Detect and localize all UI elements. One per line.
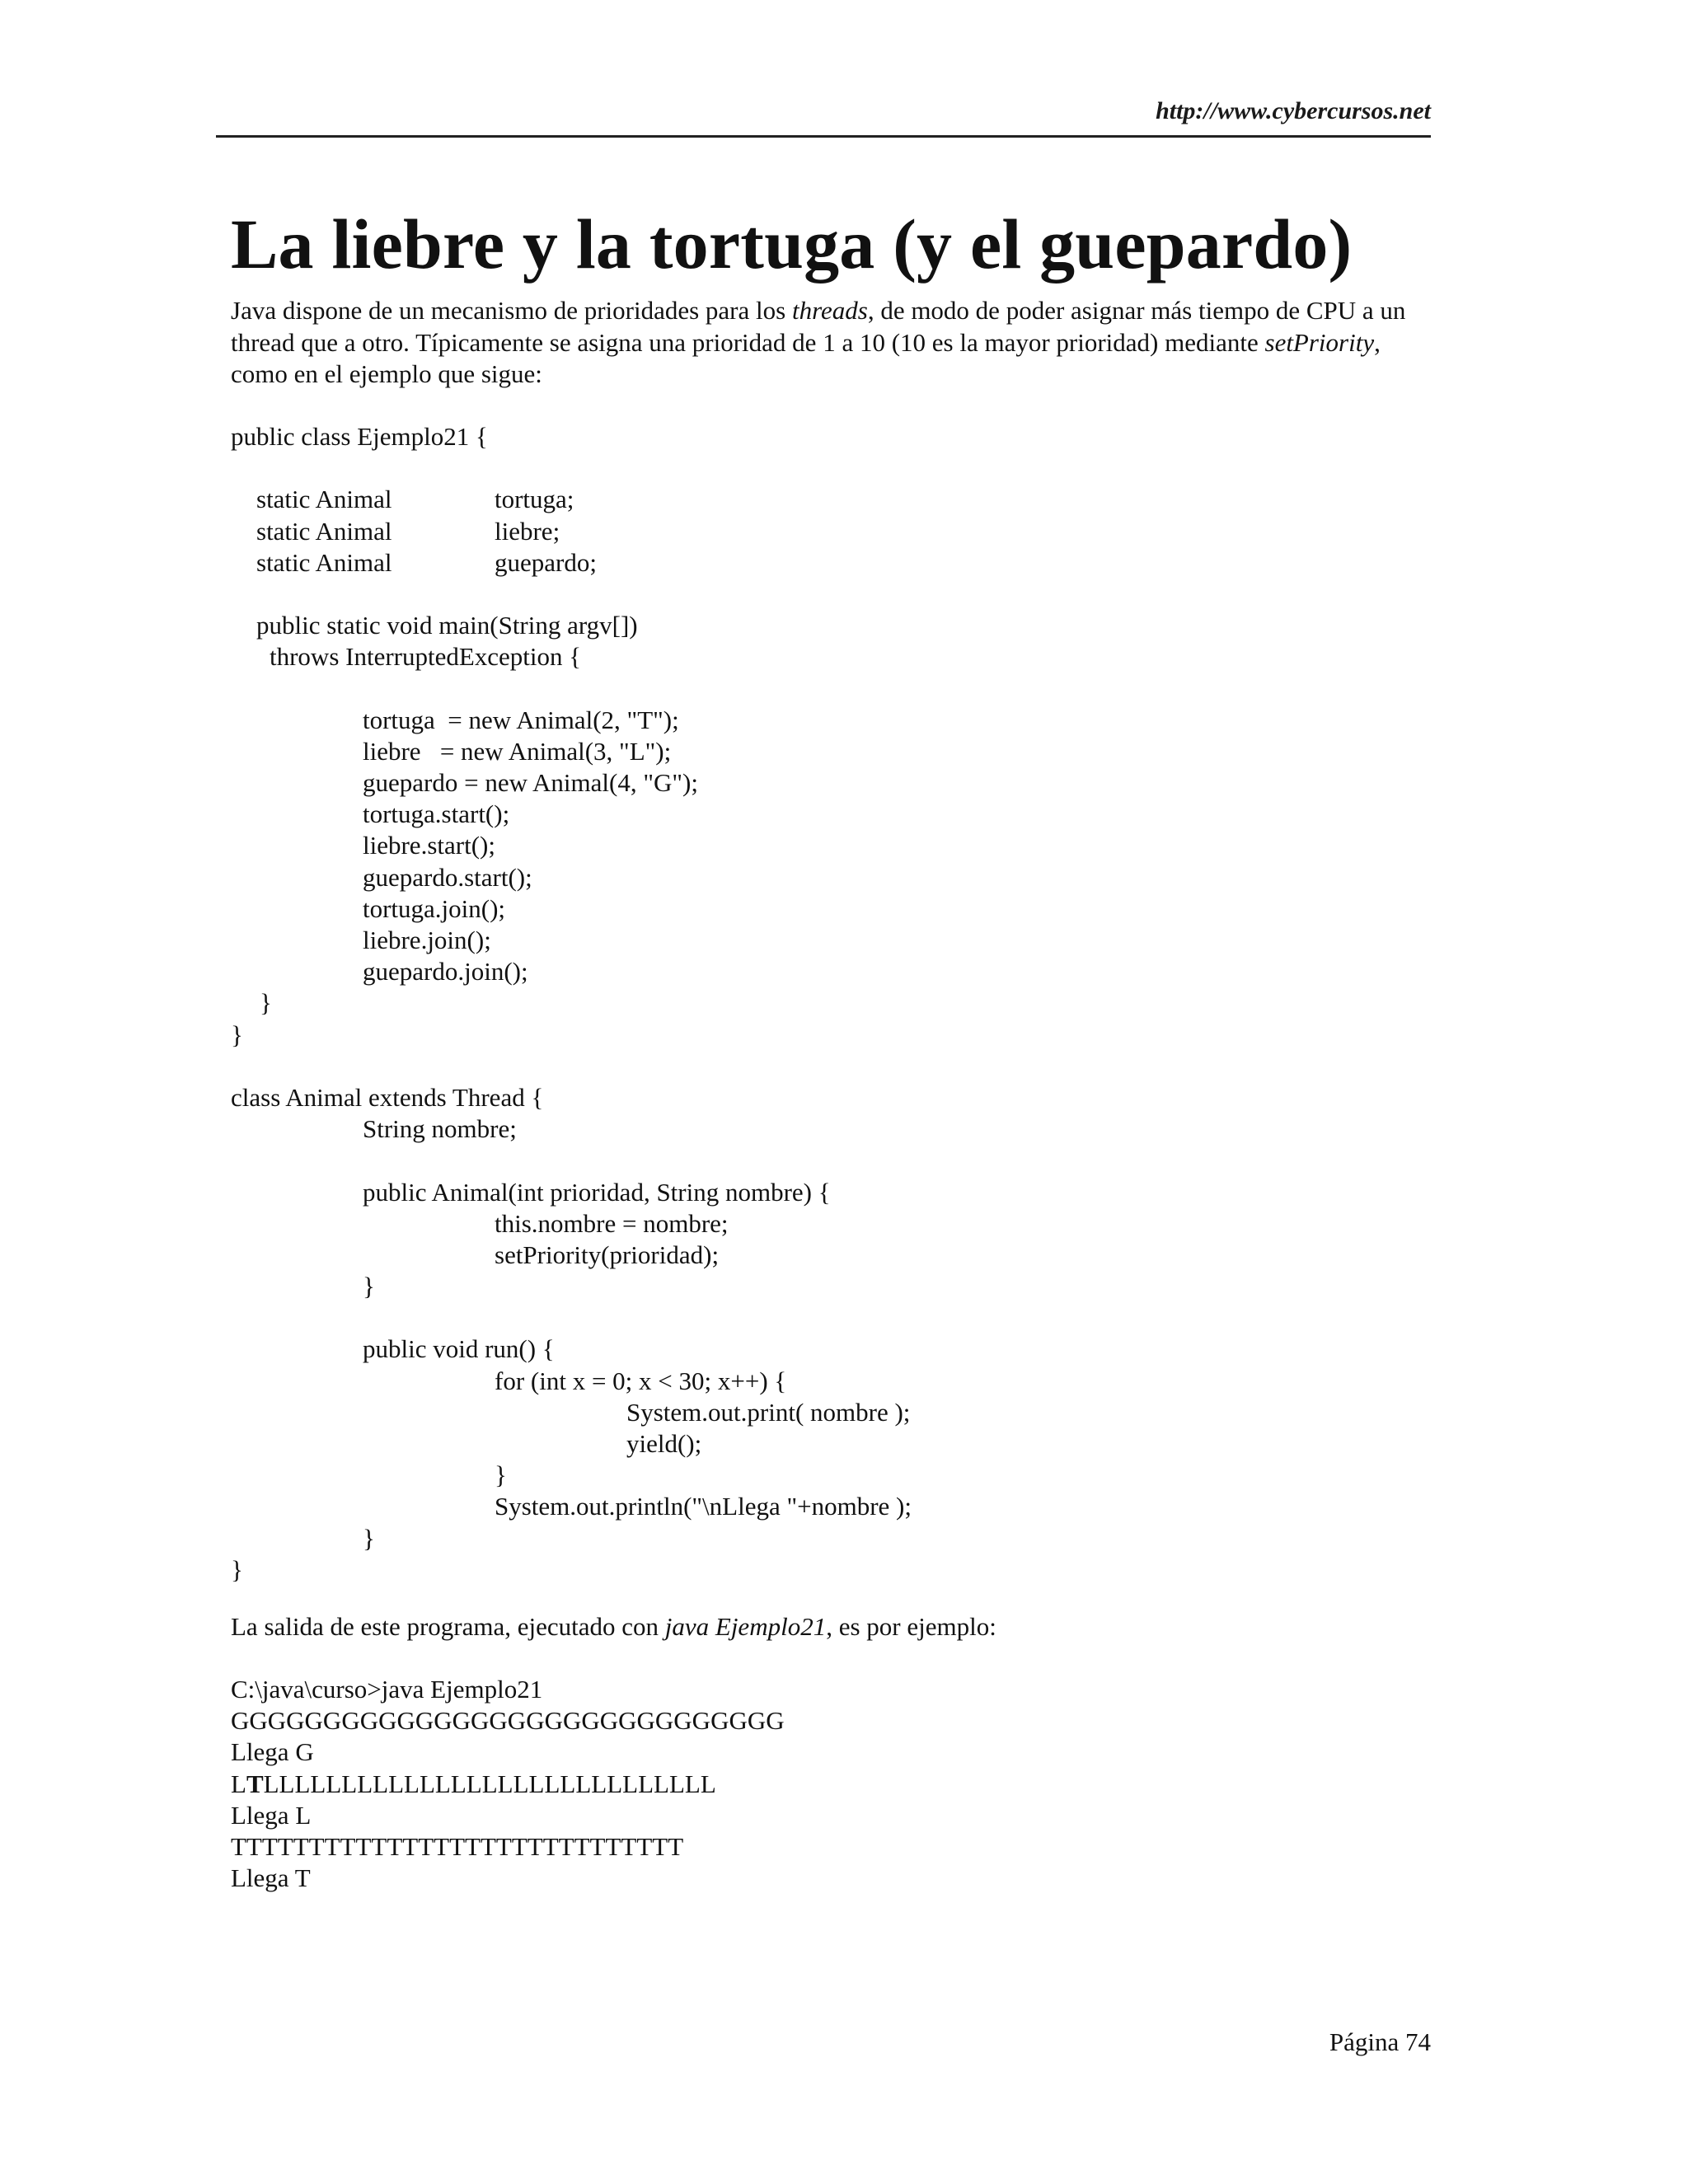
code-line [231,516,912,547]
output-line [231,1769,785,1800]
code-line: public static void main(String argv[]) [256,611,638,640]
output-char: L [231,1769,246,1798]
code-var: liebre; [495,516,560,546]
output-line: C:\java\curso>java Ejemplo21 [231,1675,543,1704]
output-description [231,1611,996,1643]
output-char-bold: T [246,1769,264,1798]
code-line: public void run() { [363,1334,555,1364]
code-blank [231,1145,912,1176]
code-line: class Animal extends Thread { [231,1082,544,1112]
output-line: Llega T [231,1863,311,1893]
intro-text-3: , como en el ejemplo que sigue: [231,327,1381,388]
code-type: static Animal [256,547,392,577]
code-type: static Animal [256,516,392,546]
header-divider [216,135,1431,138]
code-line: guepardo.join(); [363,957,528,987]
code-line: public Animal(int prioridad, String nombre) { [363,1177,831,1207]
code-line: liebre.join(); [363,926,491,954]
code-blank [231,673,912,705]
code-type: static Animal [256,485,392,514]
output-line: GGGGGGGGGGGGGGGGGGGGGGGGGGGGGG [231,1706,785,1736]
code-var: guepardo; [495,547,597,577]
header-url: http://www.cybercursos.net [1156,97,1431,124]
code-line: this.nombre = nombre; [495,1208,729,1238]
code-line: } [495,1460,507,1490]
program-output [231,1674,785,1894]
intro-paragraph [231,295,1442,391]
code-line: } [231,1554,243,1584]
intro-text-2: , de modo de poder asignar más tiempo de CPU a un thread que a otro. Típicamente se asigna una prioridad de 1 a 10 (10 es la mayor prioridad) mediante [231,296,1406,357]
code-line: } [363,1523,375,1553]
code-line: guepardo = new Animal(4, "G"); [363,768,698,798]
intro-text-1: Java dispone de un mecanismo de prioridades para los [231,296,792,325]
code-line: setPriority(prioridad); [495,1240,720,1269]
code-line: for (int x = 0; x < 30; x++) { [495,1366,787,1395]
code-line: System.out.println("\nLlega "+nombre ); [495,1492,912,1521]
code-blank [231,579,912,610]
code-line: System.out.print( nombre ); [626,1397,911,1427]
output-line: TTTTTTTTTTTTTTTTTTTTTTTTTTTTT [231,1831,684,1861]
code-line: } [363,1272,375,1301]
output-run: LLLLLLLLLLLLLLLLLLLLLLLLLLLLL [263,1769,716,1798]
desc-italic-command: java Ejemplo21 [664,1612,827,1641]
code-line: String nombre; [363,1114,517,1144]
code-line: tortuga.join(); [363,893,506,923]
output-line: Llega G [231,1737,314,1767]
code-blank [231,1302,912,1333]
page-title: La liebre y la tortuga (y el guepardo) [231,204,1353,284]
code-line [231,484,912,515]
code-line: public class Ejemplo21 { [231,422,488,451]
code-blank [231,1051,912,1082]
code-line: tortuga.start(); [363,799,510,829]
desc-text-1: La salida de este programa, ejecutado con [231,1612,665,1641]
code-line: tortuga = new Animal(2, "T"); [363,705,679,734]
code-line: liebre.start(); [363,831,495,860]
code-blank [231,452,912,484]
code-line: } [231,1019,243,1049]
code-line [231,547,912,579]
intro-italic-setpriority: setPriority [1264,327,1375,357]
code-var: tortuga; [495,485,574,514]
code-line: throws InterruptedException { [270,642,582,672]
code-line: yield(); [626,1429,702,1458]
output-line: Llega L [231,1800,312,1830]
intro-italic-threads: threads [791,296,868,325]
code-line: liebre = new Animal(3, "L"); [363,736,672,766]
page-number: Página 74 [1329,2027,1431,2056]
code-listing [231,421,912,1586]
desc-text-2: , es por ejemplo: [826,1612,996,1641]
code-line: guepardo.start(); [363,862,532,892]
code-line: } [260,988,272,1018]
